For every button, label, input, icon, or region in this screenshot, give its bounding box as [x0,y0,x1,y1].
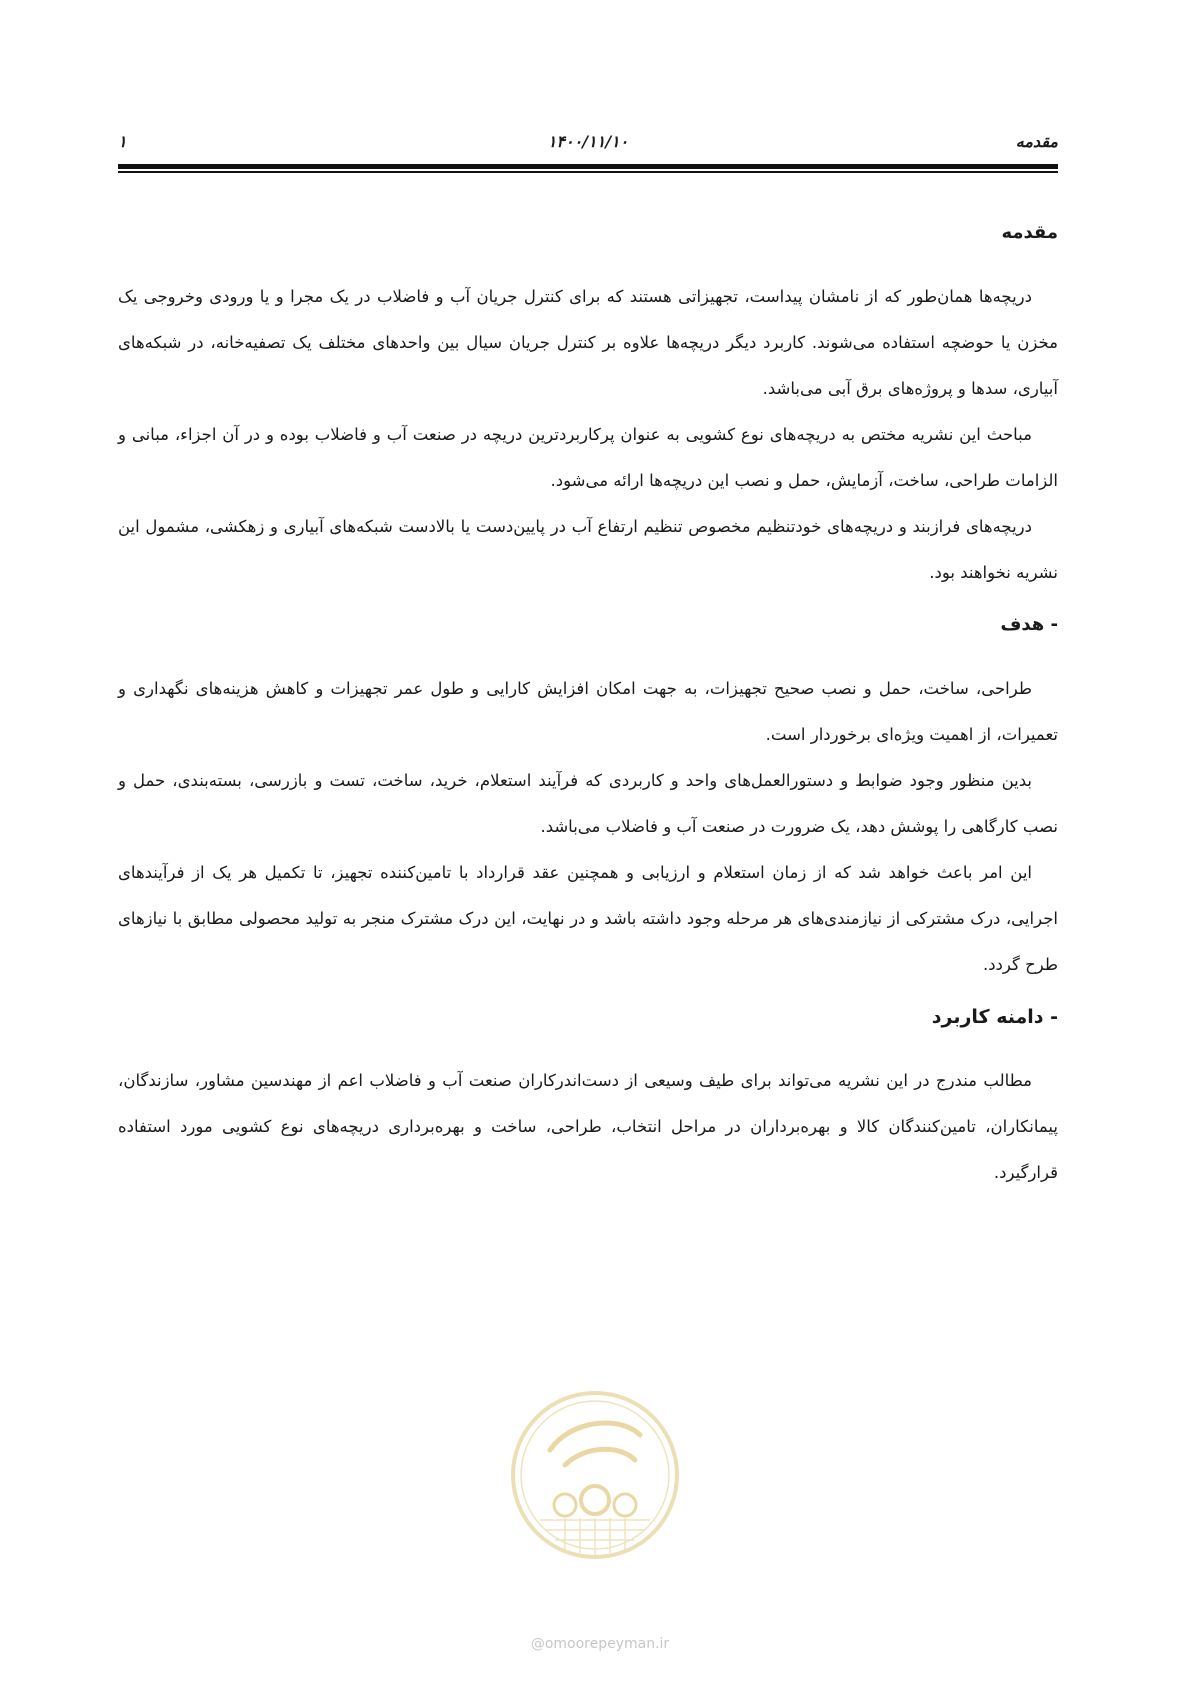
paragraph: بدین منظور وجود ضوابط و دستورالعمل‌های واحد و کاربردی که فرآیند استعلام، خرید، ساخت، تست و بازرسی، بسته‌بندی، حمل و نصب کارگاهی را پوشش دهد، یک ضرورت در صنعت آب و فاضلاب می‌باشد. [118,771,1058,836]
paragraph: دریچه‌ها همان‌طور که از نامشان پیداست، تجهیزاتی هستند که برای کنترل جریان آب و فاضلاب در یک مجرا و یا ورودی وخروجی یک مخزن یا حوضچه استفاده می‌شوند. کاربرد دیگر دریچه‌ها علاوه بر کنترل جریان سیال بین واحدهای مختلف یک تصفیه‌خانه، در شبکه‌های آبیاری، سدها و پروژه‌های برق آبی می‌باشد. [118,287,1058,398]
header-rule-thin [118,171,1058,173]
paragraph: مطالب مندرج در این نشریه می‌تواند برای طیف وسیعی از دست‌اندرکاران صنعت آب و فاضلاب اعم از مهندسین مشاور، سازندگان، پیمانکاران، تامین‌کنندگان کالا و بهره‌برداران در مراحل انتخاب، طراحی، ساخت و بهره‌برداری دریچه‌های نوع کشویی مورد استفاده قرارگیرد. [118,1071,1058,1182]
section-scope [118,1002,1058,1196]
header-date: ۱۴۰۰/۱۱/۱۰ [547,132,629,151]
running-header [118,130,1058,160]
section-objective [118,610,1058,988]
paragraph: طراحی، ساخت، حمل و نصب صحیح تجهیزات، به جهت امکان افزایش کارایی و طول عمر تجهیزات و کاهش هزینه‌های نگهداری و تعمیرات، از اهمیت ویژه‌ای برخوردار است. [118,679,1058,744]
header-rule-thick [118,164,1058,169]
paragraph: این امر باعث خواهد شد که از زمان استعلام و ارزیابی و همچنین عقد قرارداد با تامین‌کننده تجهیز، تا تکمیل هر یک از فرآیندهای اجرایی، درک مشترکی از نیازمندی‌های هر مرحله وجود داشته باشد و در نهایت، این درک مشترک منجر به تولید محصولی مطابق با نیازهای طرح گردد. [118,863,1058,974]
document-body [118,218,1058,1196]
paragraph: مباحث این نشریه مختص به دریچه‌های نوع کشویی به عنوان پرکاربردترین دریچه در صنعت آب و فاضلاب بوده و در آن اجزاء، مبانی و الزامات طراحی، ساخت، آزمایش، حمل و نصب این دریچه‌ها ارائه می‌شود. [118,425,1058,490]
section-title: - دامنه کاربرد [931,1006,1058,1028]
header-title: مقدمه [1015,132,1058,151]
paragraph: دریچه‌های فرازبند و دریچه‌های خودتنظیم مخصوص تنظیم ارتفاع آب در پایین‌دست یا بالادست شبکه‌های آبیاری و زهکشی، مشمول این نشریه نخواهند بود. [118,517,1058,582]
section-title: مقدمه [1001,222,1058,243]
watermark-logo-icon [510,1390,680,1560]
watermark-url: @omoorepeyman.ir [530,1636,670,1652]
section-introduction [118,218,1058,596]
section-title: - هدف [1000,614,1058,635]
header-page-number: ۱ [118,132,127,151]
